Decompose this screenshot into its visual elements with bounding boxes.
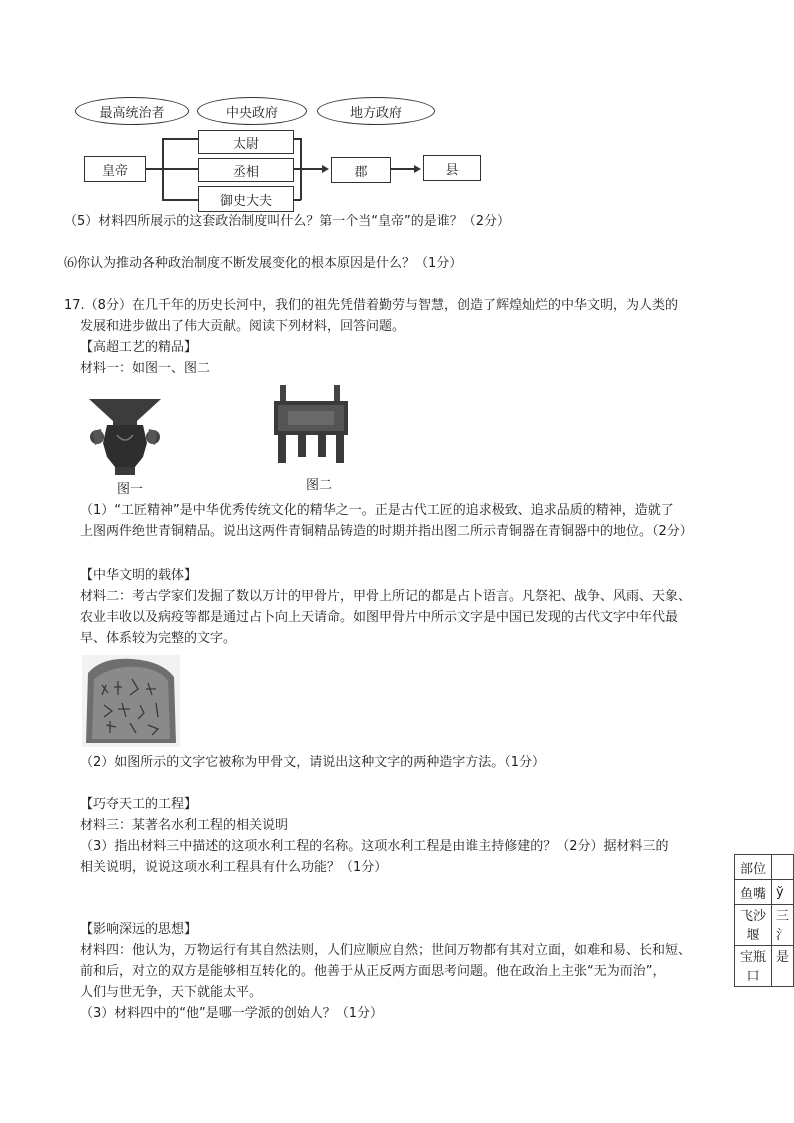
material-4: 前和后，对立的双方是能够相互转化的。他善于从正反两方面思考问题。他在政治上主张“无为而治”， — [80, 964, 666, 979]
table-cell-part: 宝瓶口 — [735, 946, 772, 987]
question-17-3b: （3）材料四中的“他”是哪一学派的创始人？（1分） — [80, 1006, 384, 1021]
table-cell-part: 鱼嘴 — [735, 880, 772, 905]
connector — [162, 168, 198, 170]
material-2: 农业丰收以及病疫等都是通过占卜向上天请命。如图甲骨片中所示文字是中国已发现的古代文字中年代最 — [80, 610, 679, 625]
bronze-ding-image — [268, 383, 354, 465]
material-4: 材料四：他认为，万物运行有其自然法则，人们应顺应自然；世间万物都有其对立面，如难和易、长和短、 — [80, 943, 692, 958]
table-row — [735, 946, 794, 987]
figure-1-caption: 图一 — [117, 482, 144, 497]
bronze-zun-image — [85, 395, 165, 477]
arrow-right-icon — [414, 165, 421, 173]
connector — [162, 138, 198, 140]
question-6: ⑹你认为推动各种政治制度不断发展变化的根本原因是什么？（1分） — [64, 256, 463, 271]
official-taiwei: 太尉 — [198, 130, 294, 154]
connector — [391, 168, 415, 170]
table-row — [735, 905, 794, 946]
emperor-box: 皇帝 — [84, 156, 146, 182]
header-central-government: 中央政府 — [197, 97, 307, 125]
official-chengxiang: 丞相 — [198, 158, 294, 182]
question-17-3a: 相关说明，说说这项水利工程具有什么功能？（1分） — [80, 860, 388, 875]
table-cell-part: 飞沙堰 — [735, 905, 772, 946]
material-3: 材料三：某著名水利工程的相关说明 — [80, 818, 289, 833]
arrow-right-icon — [322, 165, 329, 173]
question-17-1: 上图两件绝世青铜精品。说出这两件青铜精品铸造的时期并指出图二所示青铜器在青铜器中的地位。（2分） — [80, 524, 693, 539]
section-title: 【巧夺天工的工程】 — [80, 797, 198, 812]
table-cell-desc: 是 — [771, 946, 793, 987]
table-cell-desc: 三 氵 — [771, 905, 793, 946]
question-17-intro: 发展和进步做出了伟大贡献。阅读下列材料，回答问题。 — [80, 319, 406, 334]
table-cell-part: 部位 — [735, 855, 772, 880]
figure-2-caption: 图二 — [306, 478, 333, 493]
section-title: 【高超工艺的精品】 — [80, 340, 198, 355]
table-row — [735, 855, 794, 880]
section-title: 【中华文明的载体】 — [80, 568, 198, 583]
table-row — [735, 880, 794, 905]
header-supreme-ruler: 最高统治者 — [75, 97, 189, 125]
section-title: 【影响深远的思想】 — [80, 922, 198, 937]
table-cell-desc: ў — [771, 880, 793, 905]
question-5: （5）材料四所展示的这套政治制度叫什么？第一个当“皇帝”的是谁？（2分） — [64, 214, 511, 229]
question-17-intro: 17.（8分）在几千年的历史长河中，我们的祖先凭借着勤劳与智慧，创造了辉煌灿烂的中华文明，为人类的 — [64, 298, 678, 313]
xian-box: 县 — [423, 155, 481, 181]
official-yushidafu: 御史大夫 — [198, 186, 294, 212]
question-17-3a: （3）指出材料三中描述的这项水利工程的名称。这项水利工程是由谁主持修建的？（2分）据材料三的 — [80, 839, 669, 854]
material-2: 早、体系较为完整的文字。 — [80, 631, 237, 646]
connector — [146, 168, 162, 170]
header-local-government: 地方政府 — [317, 97, 435, 125]
table-cell-desc — [771, 855, 793, 880]
connector — [293, 168, 323, 170]
oracle-bone-image — [82, 655, 180, 747]
material-4: 人们与世无争，天下就能太平。 — [80, 985, 263, 1000]
material-2: 材料二：考古学家们发掘了数以万计的甲骨片，甲骨上所记的都是占卜语言。凡祭祀、战争、风雨、天象、 — [80, 589, 692, 604]
connector — [162, 199, 198, 201]
water-project-table — [734, 854, 794, 987]
question-17-2: （2）如图所示的文字它被称为甲骨文，请说出这种文字的两种造字方法。（1分） — [80, 755, 546, 770]
question-17-1: （1）“工匠精神”是中华优秀传统文化的精华之一。正是古代工匠的追求极致、追求品质的精神，造就了 — [80, 503, 674, 518]
material-1: 材料一：如图一、图二 — [80, 361, 211, 376]
jun-box: 郡 — [331, 157, 391, 183]
